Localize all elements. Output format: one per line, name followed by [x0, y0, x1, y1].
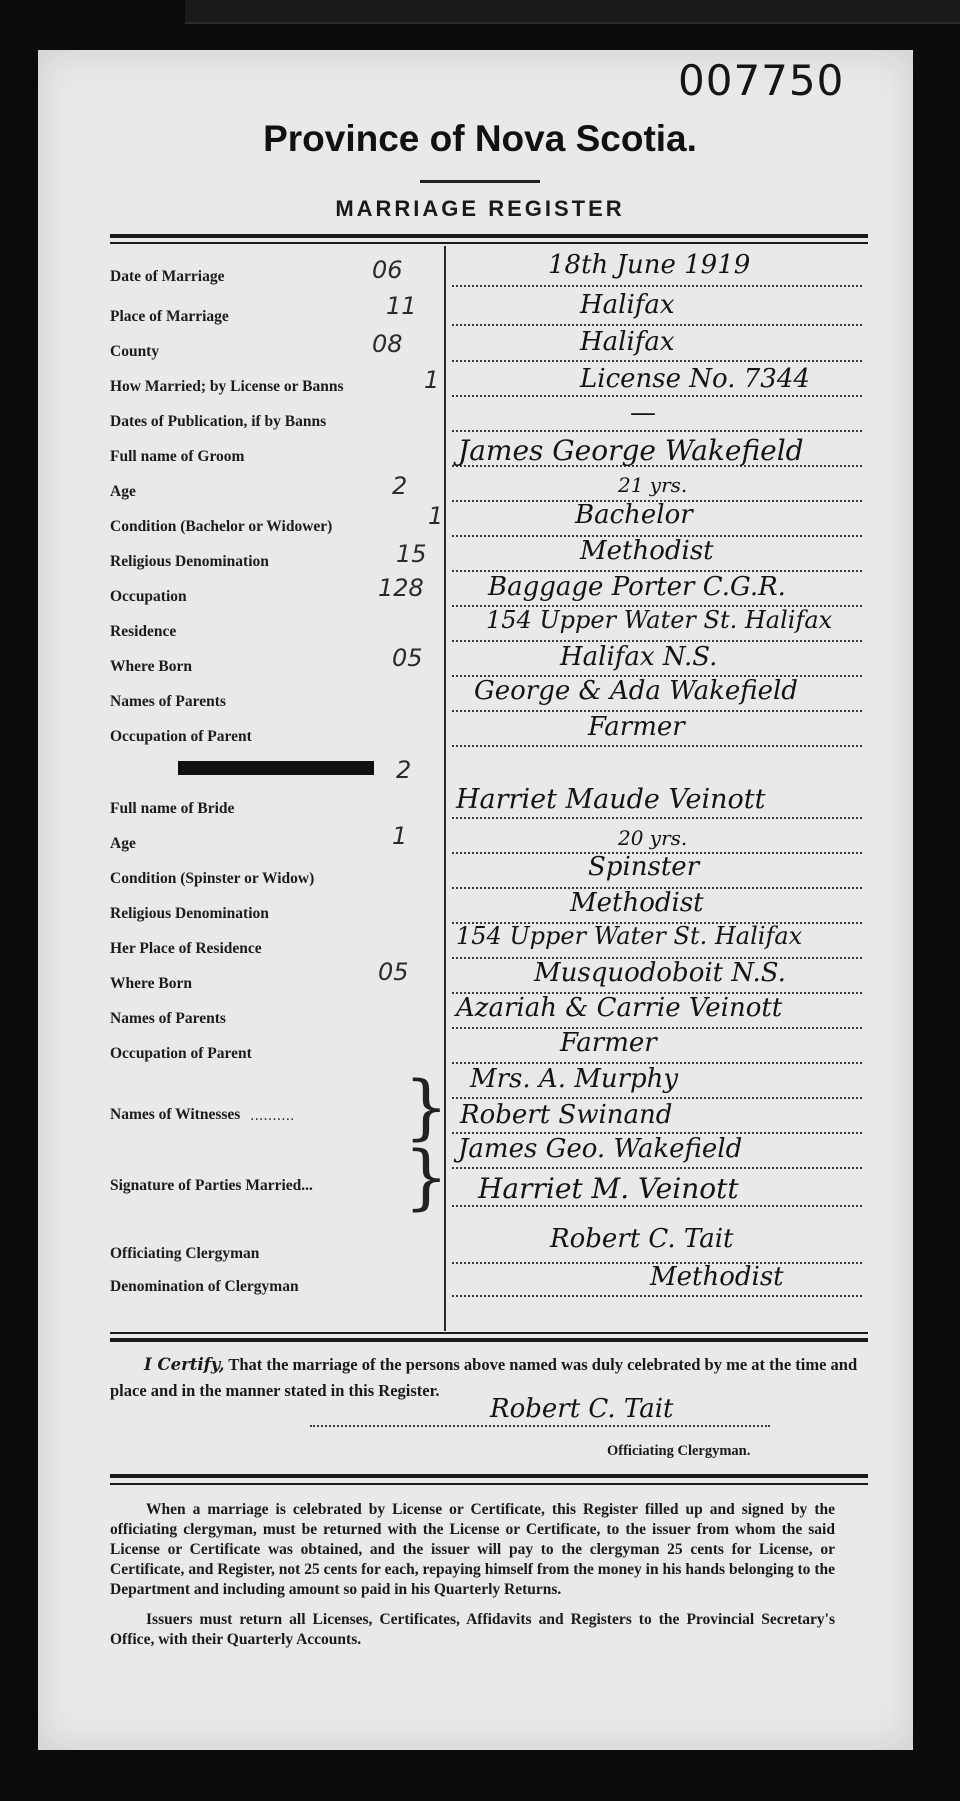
field-value: Robert C. Tait: [550, 1224, 734, 1254]
register-paper: [38, 50, 913, 1750]
field-value: 154 Upper Water St. Halifax: [456, 922, 803, 950]
field-code: 15: [396, 540, 427, 568]
fill-line: [452, 1295, 862, 1297]
field-value: Halifax: [580, 327, 675, 357]
instructions-block: [110, 1500, 835, 1660]
notes-rule-thin: [110, 1483, 868, 1485]
field-label: Denomination of Clergyman: [110, 1278, 299, 1295]
field-label: County: [110, 343, 160, 360]
fill-line: [452, 1027, 862, 1029]
field-value: Farmer: [560, 1028, 657, 1058]
witness-name: Mrs. A. Murphy: [470, 1064, 679, 1094]
field-label: Religious Denomination: [110, 905, 269, 922]
field-label: Age: [110, 835, 136, 852]
field-label: Condition (Bachelor or Widower): [110, 518, 333, 535]
brace-icon: }: [404, 1066, 449, 1148]
field-label: Date of Marriage: [110, 268, 225, 285]
bride-section-bar: [178, 761, 374, 775]
field-label: Where Born: [110, 658, 192, 675]
field-code: 1: [428, 502, 444, 530]
field-code: 1: [424, 366, 440, 394]
fill-line: [452, 395, 862, 397]
field-label: Full name of Bride: [110, 800, 235, 817]
clergy-signature: Robert C. Tait: [490, 1394, 674, 1424]
field-code: 2: [396, 756, 412, 784]
fill-line: [452, 360, 862, 362]
scanner-top-band: [185, 0, 960, 24]
field-value: George & Ada Wakefield: [474, 676, 798, 706]
certify-body: That the marriage of the persons above named was duly celebrated by me at the time and place and in the manner stated in this Register.: [110, 1355, 858, 1400]
page-subtitle: MARRIAGE REGISTER: [335, 196, 625, 221]
certify-lead: I Certify,: [144, 1355, 225, 1374]
field-label: Condition (Spinster or Widow): [110, 870, 315, 887]
fill-line: [452, 745, 862, 747]
fill-line: [452, 430, 862, 432]
field-label: Officiating Clergyman: [110, 1245, 260, 1262]
signature-caption: Officiating Clergyman.: [607, 1443, 751, 1459]
field-code: 05: [392, 644, 423, 672]
notes-rule-thick: [110, 1474, 868, 1478]
party-signature: James Geo. Wakefield: [458, 1134, 743, 1164]
field-label: Where Born: [110, 975, 192, 992]
field-value: Baggage Porter C.G.R.: [488, 572, 786, 602]
field-value: —: [630, 398, 656, 428]
field-code: 06: [372, 256, 403, 284]
witnesses-label: Names of Witnesses: [110, 1106, 241, 1123]
party-signature: Harriet M. Veinott: [478, 1172, 739, 1205]
field-value: 21 yrs.: [618, 473, 688, 497]
field-label: Full name of Groom: [110, 448, 245, 465]
fill-line: [452, 817, 862, 819]
field-code: 05: [378, 958, 409, 986]
certification-text: [110, 1352, 865, 1404]
field-value: Musquodoboit N.S.: [534, 958, 786, 988]
witness-name: Robert Swinand: [460, 1100, 673, 1130]
field-label: Occupation: [110, 588, 187, 605]
page-title: Province of Nova Scotia.: [263, 118, 697, 159]
field-label: Occupation of Parent: [110, 728, 252, 745]
field-code: 128: [378, 574, 424, 602]
certify-rule-thin: [110, 1332, 868, 1334]
field-label: Names of Parents: [110, 1010, 226, 1027]
field-value: Harriet Maude Veinott: [456, 784, 766, 815]
field-label: Dates of Publication, if by Banns: [110, 413, 327, 430]
field-value: Methodist: [570, 888, 704, 918]
field-code: 2: [392, 472, 408, 500]
signature-line: [310, 1425, 770, 1427]
instruction-paragraph: When a marriage is celebrated by License or Certificate, this Register filled up and signed by the officiating clergyman, must be returned with the License or Certificate, to the issuer from whom the said License or Certificate was obtained, and the issuer will pay to the clergyman 25 cents for License, or Certificate, and Register, not 25 cents for each, repaying himself from the money in his hands belonging to the Department and including amount so paid in his Quarterly Returns.: [110, 1501, 835, 1598]
instruction-paragraph: Issuers must return all Licenses, Certificates, Affidavits and Registers to the Provincial Secretary's Office, with their Quarterly Accounts.: [110, 1611, 835, 1648]
brace-icon: }: [404, 1136, 449, 1218]
dot-leader: ..........: [250, 1108, 295, 1124]
field-label: Occupation of Parent: [110, 1045, 252, 1062]
field-label: Her Place of Residence: [110, 940, 262, 957]
field-value: Farmer: [588, 712, 685, 742]
title-underline: [420, 180, 540, 183]
fill-line: [452, 1205, 862, 1207]
field-value: Methodist: [650, 1262, 784, 1292]
header-rule-thin: [110, 242, 868, 244]
field-label: Place of Marriage: [110, 308, 229, 325]
header-rule-thick: [110, 234, 868, 238]
fill-line: [452, 285, 862, 287]
field-code: 08: [372, 330, 403, 358]
field-value: Methodist: [580, 536, 714, 566]
document-number: 007750: [678, 56, 845, 105]
field-label: Residence: [110, 623, 177, 640]
field-code: 1: [392, 822, 408, 850]
fill-line: [452, 1097, 862, 1099]
field-value: James George Wakefield: [458, 434, 804, 467]
field-value: Bachelor: [575, 500, 693, 530]
field-label: Names of Parents: [110, 693, 226, 710]
certify-rule-thick: [110, 1338, 868, 1342]
field-value: License No. 7344: [580, 364, 810, 394]
fill-line: [452, 1167, 862, 1169]
field-label: Religious Denomination: [110, 553, 269, 570]
parties-label: Signature of Parties Married...: [110, 1177, 313, 1194]
field-label: How Married; by License or Banns: [110, 378, 344, 395]
field-value: 18th June 1919: [548, 250, 751, 280]
field-value: Spinster: [588, 852, 700, 882]
field-label: Age: [110, 483, 136, 500]
field-value: Azariah & Carrie Veinott: [456, 993, 783, 1023]
field-value: Halifax N.S.: [560, 642, 718, 672]
field-code: 11: [386, 292, 417, 320]
field-value: Halifax: [580, 290, 675, 320]
field-value: 20 yrs.: [618, 826, 688, 850]
field-value: 154 Upper Water St. Halifax: [486, 606, 833, 634]
fill-line: [452, 324, 862, 326]
